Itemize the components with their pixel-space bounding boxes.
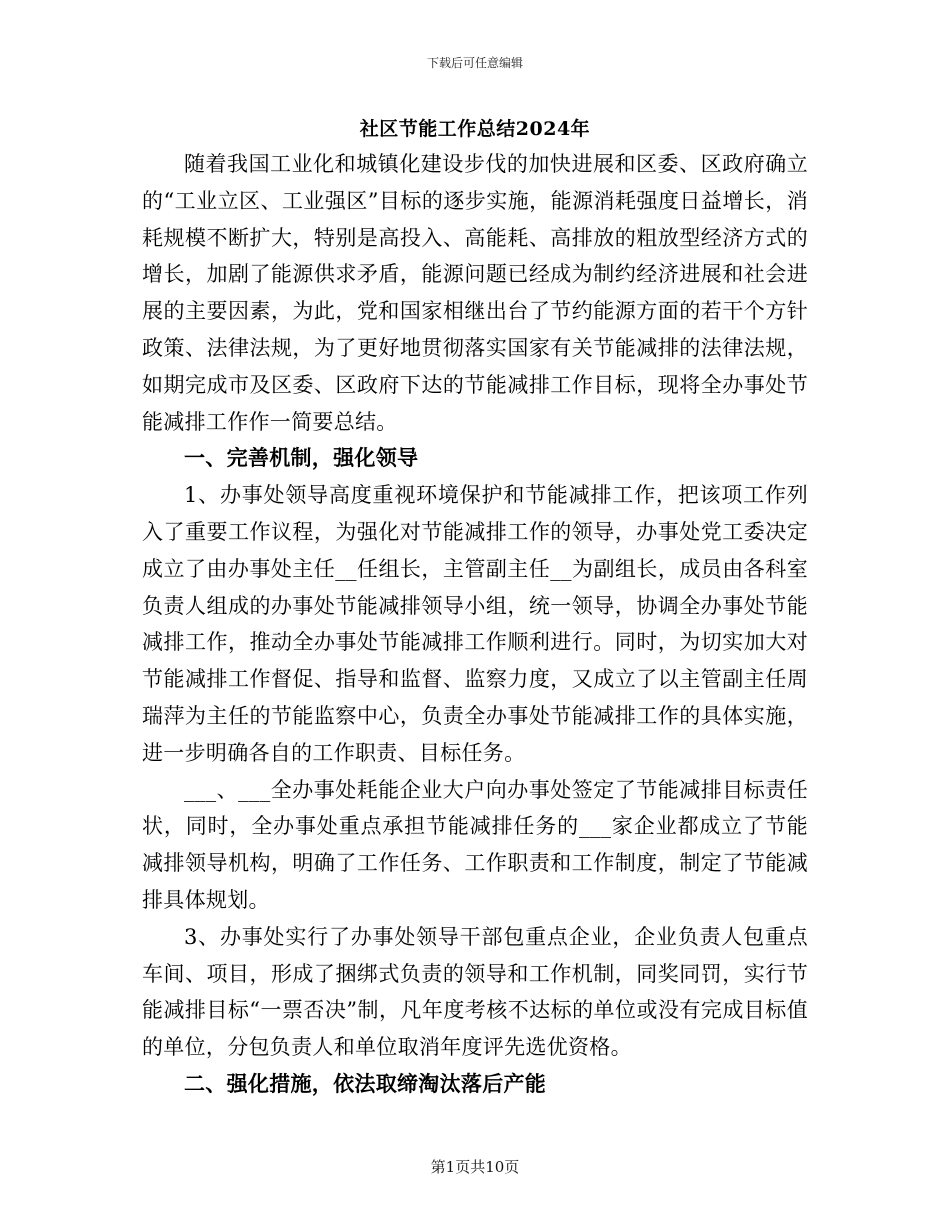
paragraph-item-2: ___、___全办事处耗能企业大户向办事处签定了节能减排目标责任状，同时，全办事处重点承担节能减排任务的___家企业都成立了节能减排领导机构，明确了工作任务、工作职责和工作制度，制定了节能减排具体规划。 <box>142 777 808 912</box>
document-body <box>142 146 808 1103</box>
page-number-footer: 第1页共10页 <box>430 1158 520 1176</box>
section-heading-1: 一、完善机制，强化领导 <box>184 445 419 471</box>
paragraph-item-1: 1、办事处领导高度重视环境保护和节能减排工作，把该项工作列入了重要工作议程，为强化对节能减排工作的领导，办事处党工委决定成立了由办事处主任__任组长，主管副主任__为副组长，成员由各科室负责人组成的办事处节能减排领导小组，统一领导，协调全办事处节能减排工作，推动全办事处节能减排工作顺利进行。同时，为切实加大对节能减排工作督促、指导和监督、监察力度，又成立了以主管副主任周瑞萍为主任的节能监察中心，负责全办事处节能减排工作的具体实施，进一步明确各自的工作职责、目标任务。 <box>142 483 808 765</box>
section-heading-2: 二、强化措施，依法取缔淘汰落后产能 <box>184 1070 547 1096</box>
header-note: 下载后可任意编辑 <box>426 56 523 70</box>
document-title: 社区节能工作总结2024年 <box>359 118 591 140</box>
paragraph-item-3: 3、办事处实行了办事处领导干部包重点企业，企业负责人包重点车间、项目，形成了捆绑式负责的领导和工作机制，同奖同罚，实行节能减排目标“一票否决”制，凡年度考核不达标的单位或没有完成目标值的单位，分包负责人和单位取消年度评先选优资格。 <box>142 924 808 1060</box>
intro-paragraph: 随着我国工业化和城镇化建设步伐的加快进展和区委、区政府确立的“工业立区、工业强区”目标的逐步实施，能源消耗强度日益增长，消耗规模不断扩大，特别是高投入、高能耗、高排放的粗放型经济方式的增长，加剧了能源供求矛盾，能源问题已经成为制约经济进展和社会进展的主要因素，为此，党和国家相继出台了节约能源方面的若干个方针政策、法律法规，为了更好地贯彻落实国家有关节能减排的法律法规，如期完成市及区委、区政府下达的节能减排工作目标，现将全办事处节能减排工作作一简要总结。 <box>142 152 808 434</box>
